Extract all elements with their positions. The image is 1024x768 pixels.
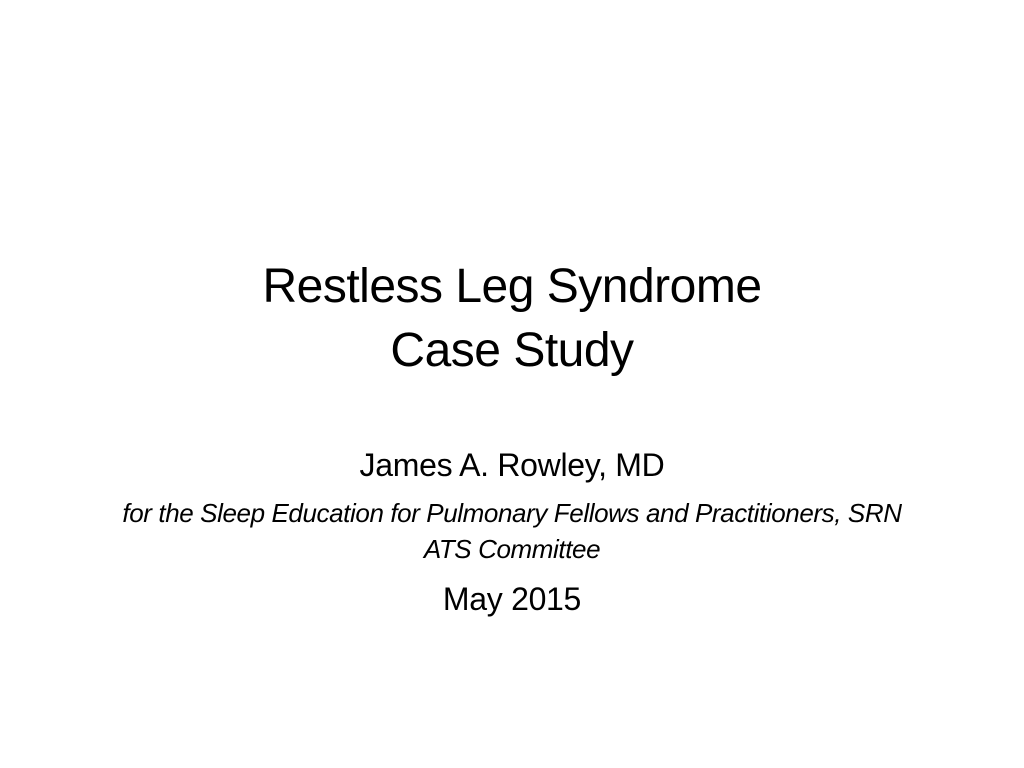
title-line-1: Restless Leg Syndrome [262,260,762,313]
affiliation-text: for the Sleep Education for Pulmonary Fellows and Practitioners, SRN ATS Committee [122,498,902,564]
author-name: James A. Rowley, MD [359,447,665,483]
title-line-2: Case Study [390,324,634,377]
slide-title [62,255,962,383]
presentation-date: May 2015 [442,581,582,617]
slide-subtitle [112,443,912,621]
